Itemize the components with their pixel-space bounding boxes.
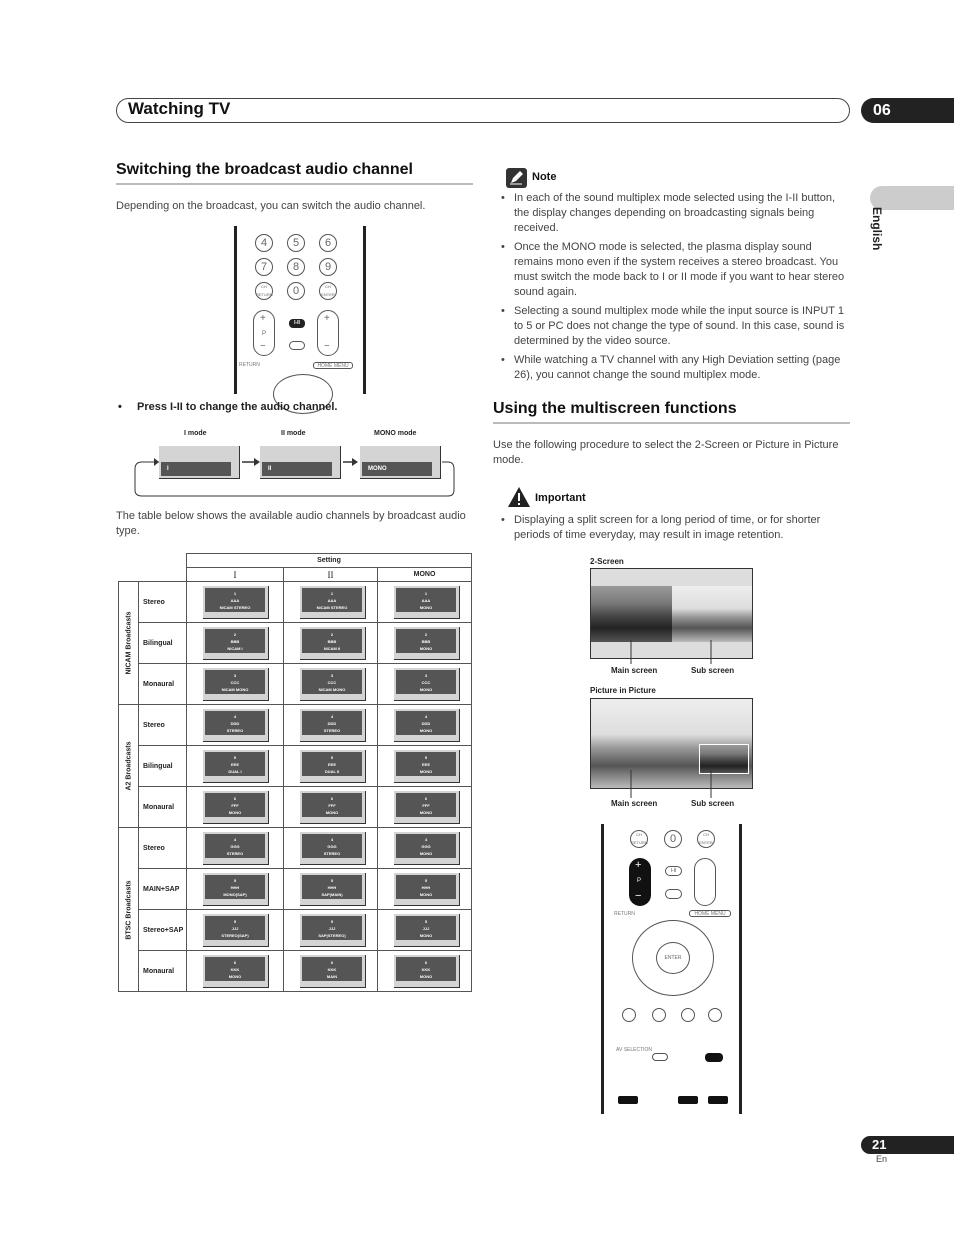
table-row — [119, 705, 472, 746]
key-9-button[interactable]: 9 — [319, 258, 337, 276]
osd-screen — [394, 668, 460, 701]
press-bullet: • — [118, 401, 122, 413]
channel-number: 5 — [330, 878, 334, 883]
setting-cell — [378, 705, 472, 746]
main-screen-image — [591, 586, 672, 642]
setting-cell — [187, 869, 284, 910]
important-list — [493, 513, 853, 547]
channel-number: 6 — [233, 796, 237, 801]
channel-number: 4 — [330, 714, 334, 719]
column-header-i: I — [187, 568, 284, 582]
channel-number: 3 — [424, 673, 428, 678]
channel-name: JJJ — [231, 926, 239, 931]
audio-mode: NICAM MONO — [221, 687, 249, 692]
audio-mode: NICAM STEREO — [219, 605, 251, 610]
channel-name: DDD — [327, 721, 337, 726]
channel-name: DDD — [230, 721, 240, 726]
audio-type-label: Stereo — [139, 705, 187, 746]
channel-number: 1 — [330, 591, 334, 596]
main-screen-label: Main screen — [611, 799, 658, 808]
osd-screen — [394, 627, 460, 660]
setting-cell — [378, 828, 472, 869]
osd-screen — [203, 791, 269, 824]
audio-mode: MONO(SAP) — [223, 892, 247, 897]
setting-cell — [284, 869, 378, 910]
broadcast-group-name: A2 Broadcasts — [125, 741, 132, 791]
osd-text — [302, 752, 362, 776]
i-ii-button[interactable]: I-II — [289, 319, 305, 328]
audio-mode: MONO — [419, 933, 433, 938]
audio-mode: NICAM MONO — [318, 687, 346, 692]
mode-caption-mono: MONO mode — [374, 430, 417, 437]
audio-type-label: Stereo — [139, 828, 187, 869]
channel-number: 5 — [233, 755, 237, 760]
osd-text — [205, 834, 265, 858]
setting-cell — [378, 910, 472, 951]
osd-screen — [300, 586, 366, 619]
key-4-button[interactable]: 4 — [255, 234, 273, 252]
table-intro: The table below shows the available audio channels by broadcast audio type. — [116, 510, 466, 537]
osd-screen — [300, 709, 366, 742]
channel-name: BBB — [421, 639, 431, 644]
section-rule — [116, 183, 473, 185]
minus-icon: − — [635, 890, 642, 902]
audio-type-label: Stereo+SAP — [139, 910, 187, 951]
plus-icon: + — [635, 859, 642, 871]
table-corner — [119, 554, 187, 582]
channel-number: 5 — [424, 755, 428, 760]
osd-text — [205, 588, 265, 612]
audio-mode: MONO — [419, 892, 433, 897]
channel-number: 5 — [424, 919, 428, 924]
osd-screen — [394, 750, 460, 783]
mode-caption-i: I mode — [184, 430, 207, 437]
setting-cell — [284, 828, 378, 869]
channel-name: KKK — [230, 967, 240, 972]
audio-type-label: MAIN+SAP — [139, 869, 187, 910]
multiscreen-button[interactable] — [705, 1053, 723, 1062]
osd-screen — [394, 586, 460, 619]
volume-plus-icon: + — [324, 313, 330, 324]
audio-mode: MONO — [419, 851, 433, 856]
channel-name: CCC — [230, 680, 240, 685]
mode-cycle-arrows — [132, 452, 458, 498]
av-selection-button[interactable] — [652, 1053, 668, 1061]
home-menu-button[interactable]: HOME MENU — [313, 362, 353, 369]
channel-number: 5 — [233, 878, 237, 883]
audio-mode: MONO — [419, 769, 433, 774]
channel-number: 5 — [330, 755, 334, 760]
osd-screen — [203, 709, 269, 742]
osd-text — [302, 916, 362, 940]
audio-mode: MONO — [419, 687, 433, 692]
volume-minus-icon: − — [324, 341, 330, 352]
mode-screen-i-text: I — [161, 462, 231, 476]
channel-name: AAA — [327, 598, 337, 603]
setting-cell — [284, 787, 378, 828]
channel-name: FFF — [231, 803, 239, 808]
channel-name: GGG — [327, 844, 337, 849]
chapter-number: 06 — [861, 98, 954, 123]
osd-screen — [203, 955, 269, 988]
note-list — [493, 191, 853, 387]
audio-mode: SAP(MAIN) — [321, 892, 343, 897]
column-header-ii: II — [284, 568, 378, 582]
channel-number: 5 — [330, 919, 334, 924]
audio-mode: MAIN — [326, 974, 338, 979]
channel-number: 6 — [330, 960, 334, 965]
channel-name: EEE — [421, 762, 430, 767]
sub-screen-image — [672, 586, 752, 642]
table-row — [119, 582, 472, 623]
setting-cell — [187, 787, 284, 828]
pip-leader-lines — [590, 770, 755, 800]
osd-text — [396, 793, 456, 817]
osd-text — [302, 957, 362, 981]
channel-name: BBB — [230, 639, 240, 644]
audio-mode: MONO — [228, 810, 242, 815]
audio-mode: MONO — [228, 974, 242, 979]
osd-screen — [203, 914, 269, 947]
mute-button[interactable] — [289, 341, 305, 350]
audio-mode: NICAM STEREO — [316, 605, 348, 610]
osd-text — [396, 916, 456, 940]
setting-header: Setting — [187, 554, 472, 568]
audio-mode: DUAL I — [228, 769, 242, 774]
audio-mode: NICAM I — [227, 646, 243, 651]
channel-number: 5 — [424, 878, 428, 883]
audio-type-label: Monaural — [139, 787, 187, 828]
setting-cell — [378, 582, 472, 623]
sub-screen-label: Sub screen — [691, 799, 735, 808]
two-screen-leader-lines — [590, 640, 755, 666]
osd-text — [205, 711, 265, 735]
setting-cell — [378, 951, 472, 992]
program-rocker[interactable] — [253, 310, 275, 356]
multiscreen-intro: Use the following procedure to select the 2-Screen or Picture in Picture mode. — [493, 439, 839, 466]
broadcast-group-label — [119, 705, 139, 828]
setting-cell — [187, 623, 284, 664]
channel-number: 4 — [424, 714, 428, 719]
page-number: 21 — [872, 1137, 887, 1152]
channel-number: 2 — [330, 632, 334, 637]
setting-cell — [187, 582, 284, 623]
ch-enter-button[interactable]: CH ENTER — [697, 830, 715, 848]
audio-mode: MONO — [419, 810, 433, 815]
channel-name: AAA — [421, 598, 431, 603]
setting-cell — [187, 705, 284, 746]
channel-name: EEE — [230, 762, 239, 767]
main-screen-label: Main screen — [611, 666, 658, 675]
osd-text — [302, 711, 362, 735]
color-button[interactable] — [708, 1008, 722, 1022]
p-label: P — [262, 331, 267, 337]
osd-text — [302, 670, 362, 694]
osd-text — [205, 629, 265, 653]
osd-text — [302, 588, 362, 612]
color-button[interactable] — [622, 1008, 636, 1022]
av-selection-label: AV SELECTION — [616, 1047, 653, 1053]
section-heading-audio: Switching the broadcast audio channel — [116, 161, 413, 178]
channel-name: HHH — [230, 885, 240, 890]
osd-screen — [300, 832, 366, 865]
language-label: English — [870, 207, 884, 251]
setting-cell — [187, 664, 284, 705]
plus-icon: + — [260, 313, 266, 324]
mode-caption-ii: II mode — [281, 430, 306, 437]
osd-screen — [203, 586, 269, 619]
channel-name: KKK — [327, 967, 337, 972]
audio-type-label: Stereo — [139, 582, 187, 623]
note-item: • In each of the sound multiplex mode selected using the I-II button, the display changes depending on broadcasting signals being received. — [493, 191, 853, 236]
sub-screen-label: Sub screen — [691, 666, 735, 675]
audio-mode: STEREO — [323, 728, 341, 733]
audio-mode: MONO — [419, 646, 433, 651]
ch-return-button[interactable]: CH RETURN — [255, 282, 273, 300]
table-row — [119, 664, 472, 705]
channel-name: JJJ — [422, 926, 430, 931]
channel-number: 1 — [424, 591, 428, 596]
remote-illustration — [601, 824, 742, 1114]
i-ii-button[interactable]: I-II — [665, 866, 682, 876]
mode-screen-ii-text: II — [262, 462, 332, 476]
return-label: RETURN — [239, 362, 260, 368]
broadcast-group-name: NICAM Broadcasts — [125, 611, 132, 675]
note-item: • Once the MONO mode is selected, the plasma display sound remains mono even if the system receives a stereo broadcast. You must switch the mode back to I or II mode if you want to hear stereo sound again. — [493, 240, 853, 300]
volume-rocker[interactable] — [317, 310, 339, 356]
setting-cell — [284, 951, 378, 992]
channel-number: 4 — [330, 837, 334, 842]
osd-screen — [394, 832, 460, 865]
channel-number: 3 — [233, 673, 237, 678]
osd-screen — [394, 914, 460, 947]
channel-number: 3 — [330, 673, 334, 678]
audio-mode: NICAM II — [323, 646, 341, 651]
table-row — [119, 910, 472, 951]
enter-button[interactable]: ENTER — [656, 942, 690, 974]
channel-number: 4 — [233, 837, 237, 842]
channel-number: 1 — [233, 591, 237, 596]
audio-type-label: Bilingual — [139, 623, 187, 664]
volume-rocker[interactable] — [694, 858, 716, 906]
osd-text — [302, 875, 362, 899]
setting-cell — [187, 951, 284, 992]
osd-screen — [394, 955, 460, 988]
function-button[interactable] — [678, 1096, 698, 1104]
osd-screen — [300, 873, 366, 906]
key-6-button[interactable]: 6 — [319, 234, 337, 252]
osd-screen — [300, 668, 366, 701]
channel-name: JJJ — [328, 926, 336, 931]
note-label: Note — [532, 171, 557, 183]
setting-cell — [378, 787, 472, 828]
setting-cell — [378, 746, 472, 787]
return-label: RETURN — [614, 911, 635, 917]
channel-name: AAA — [230, 598, 240, 603]
channel-number: 6 — [330, 796, 334, 801]
setting-cell — [187, 746, 284, 787]
osd-text — [205, 957, 265, 981]
setting-cell — [284, 746, 378, 787]
key-5-button[interactable]: 5 — [287, 234, 305, 252]
osd-screen — [394, 709, 460, 742]
channel-number: 6 — [424, 960, 428, 965]
remote-illustration — [234, 226, 366, 394]
setting-cell — [378, 623, 472, 664]
color-button[interactable] — [681, 1008, 695, 1022]
osd-text — [396, 834, 456, 858]
pip-label: Picture in Picture — [590, 686, 656, 695]
osd-text — [205, 916, 265, 940]
osd-screen — [203, 750, 269, 783]
osd-text — [205, 752, 265, 776]
osd-screen — [203, 668, 269, 701]
osd-text — [396, 588, 456, 612]
section-heading-multiscreen: Using the multiscreen functions — [493, 400, 737, 417]
osd-text — [396, 629, 456, 653]
audio-mode: MONO — [419, 605, 433, 610]
p-label: P — [637, 878, 642, 884]
channel-name: FFF — [328, 803, 336, 808]
audio-mode: STEREO — [323, 851, 341, 856]
channel-number: 6 — [233, 960, 237, 965]
table-row — [119, 828, 472, 869]
important-item: • Displaying a split screen for a long period of time, or for shorter periods of time everyday, may result in image retention. — [493, 513, 853, 543]
audio-mode: MONO — [419, 974, 433, 979]
osd-text — [302, 834, 362, 858]
press-instruction: Press I-II to change the audio channel. — [137, 401, 338, 413]
osd-text — [205, 793, 265, 817]
table-row — [119, 623, 472, 664]
osd-screen — [394, 873, 460, 906]
audio-type-label: Bilingual — [139, 746, 187, 787]
color-button[interactable] — [652, 1008, 666, 1022]
osd-screen — [300, 791, 366, 824]
channel-name: EEE — [327, 762, 336, 767]
audio-mode: STEREO(SAP) — [221, 933, 249, 938]
program-rocker[interactable] — [629, 858, 651, 906]
key-0-button[interactable]: 0 — [287, 282, 305, 300]
channel-number: 5 — [233, 919, 237, 924]
setting-cell — [187, 910, 284, 951]
home-menu-button[interactable]: HOME MENU — [689, 910, 731, 917]
section-rule — [493, 422, 850, 424]
column-header-mono: MONO — [378, 568, 472, 582]
setting-cell — [378, 869, 472, 910]
broadcast-group-label — [119, 582, 139, 705]
note-item: • While watching a TV channel with any High Deviation setting (page 26), you cannot change the sound multiplex mode. — [493, 353, 853, 383]
function-button[interactable] — [618, 1096, 638, 1104]
osd-text — [302, 793, 362, 817]
mute-button[interactable] — [665, 889, 682, 899]
osd-screen — [203, 832, 269, 865]
channel-name: BBB — [327, 639, 337, 644]
channel-name: CCC — [327, 680, 337, 685]
channel-name: HHH — [327, 885, 337, 890]
audio-mode: MONO — [419, 728, 433, 733]
channel-name: FFF — [422, 803, 430, 808]
key-7-button[interactable]: 7 — [255, 258, 273, 276]
osd-screen — [300, 627, 366, 660]
broadcast-group-label — [119, 828, 139, 992]
ch-enter-button[interactable]: CH ENTER — [319, 282, 337, 300]
osd-screen — [203, 627, 269, 660]
channel-number: 4 — [233, 714, 237, 719]
osd-screen — [300, 955, 366, 988]
function-button[interactable] — [708, 1096, 728, 1104]
ch-return-button[interactable]: CH RETURN — [630, 830, 648, 848]
page-lang: En — [876, 1154, 888, 1164]
setting-cell — [187, 828, 284, 869]
osd-text — [205, 875, 265, 899]
page-title: Watching TV — [128, 99, 231, 118]
audio-intro: Depending on the broadcast, you can switch the audio channel. — [116, 200, 426, 212]
warning-icon — [507, 486, 531, 508]
note-item: • Selecting a sound multiplex mode while the input source is INPUT 1 to 5 or PC does not change the type of sound. In this case, sound is determined by the video source. — [493, 304, 853, 349]
audio-mode: DUAL II — [324, 769, 340, 774]
key-0-button[interactable]: 0 — [664, 830, 682, 848]
two-screen-label: 2-Screen — [590, 557, 624, 566]
audio-type-label: Monaural — [139, 951, 187, 992]
channel-name: HHH — [421, 885, 431, 890]
mode-screen-mono-text: MONO — [362, 462, 432, 476]
table-row — [119, 951, 472, 992]
channel-number: 2 — [424, 632, 428, 637]
audio-type-label: Monaural — [139, 664, 187, 705]
key-8-button[interactable]: 8 — [287, 258, 305, 276]
important-label: Important — [535, 492, 586, 504]
osd-screen — [300, 914, 366, 947]
audio-mode: MONO — [325, 810, 339, 815]
audio-channel-table — [118, 553, 472, 992]
channel-name: GGG — [230, 844, 240, 849]
table-row — [119, 787, 472, 828]
audio-mode: STEREO — [226, 851, 244, 856]
osd-text — [302, 629, 362, 653]
channel-name: CCC — [421, 680, 431, 685]
setting-cell — [284, 582, 378, 623]
channel-number: 2 — [233, 632, 237, 637]
setting-cell — [378, 664, 472, 705]
audio-mode: SAP(STEREO) — [318, 933, 346, 938]
osd-text — [396, 711, 456, 735]
osd-screen — [300, 750, 366, 783]
osd-screen — [394, 791, 460, 824]
osd-text — [396, 670, 456, 694]
setting-cell — [284, 623, 378, 664]
table-row — [119, 746, 472, 787]
osd-text — [205, 670, 265, 694]
osd-text — [396, 752, 456, 776]
channel-name: GGG — [421, 844, 431, 849]
audio-mode: STEREO — [226, 728, 244, 733]
note-icon — [506, 168, 527, 188]
table-row — [119, 869, 472, 910]
broadcast-group-name: BTSC Broadcasts — [125, 879, 132, 940]
osd-text — [396, 957, 456, 981]
channel-number: 4 — [424, 837, 428, 842]
channel-name: DDD — [421, 721, 431, 726]
channel-number: 6 — [424, 796, 428, 801]
channel-name: KKK — [421, 967, 431, 972]
osd-text — [396, 875, 456, 899]
setting-cell — [284, 910, 378, 951]
osd-screen — [203, 873, 269, 906]
setting-cell — [284, 705, 378, 746]
minus-icon: − — [260, 341, 266, 352]
setting-cell — [284, 664, 378, 705]
